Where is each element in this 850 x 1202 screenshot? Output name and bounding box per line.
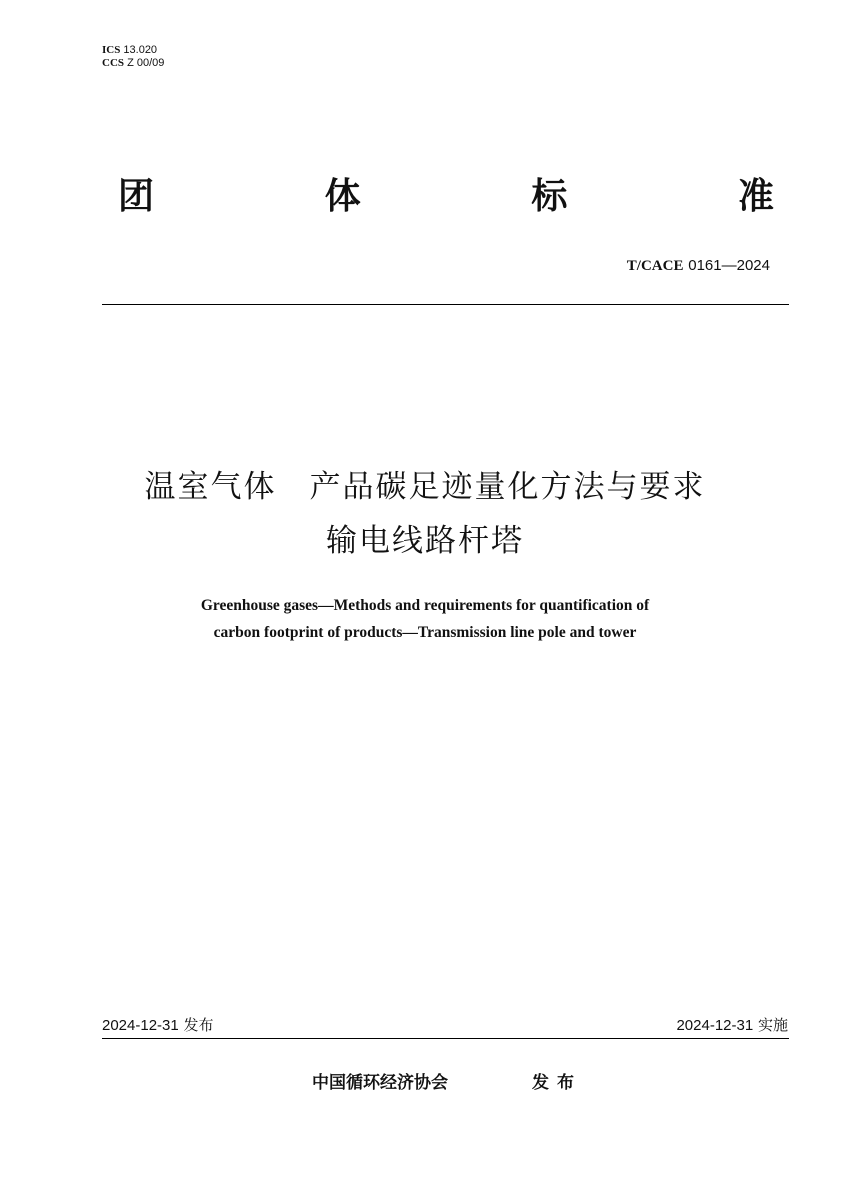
standard-number (627, 256, 770, 275)
title-english-line2: carbon footprint of products—Transmission line pole and tower (213, 624, 637, 641)
standard-number-value: 0161—2024 (688, 257, 770, 274)
classification-codes (102, 44, 164, 70)
standard-type-char: 体 (324, 176, 361, 217)
ccs-line (102, 57, 164, 70)
ccs-label: CCS (102, 57, 125, 69)
implementation-date-label: 实施 (757, 1016, 788, 1034)
ics-line (102, 44, 164, 57)
standard-type-char: 标 (531, 176, 568, 217)
header-divider (102, 304, 789, 305)
release-date-label: 发布 (183, 1016, 214, 1034)
footer-divider (102, 1038, 789, 1039)
implementation-date-value: 2024-12-31 (676, 1017, 754, 1034)
standard-type-heading (118, 172, 774, 222)
standard-type-char: 团 (118, 176, 155, 217)
publisher-name: 中国循环经济协会 (312, 1073, 448, 1093)
implementation-date (676, 1014, 788, 1035)
title-chinese-line2: 输电线路杆塔 (326, 523, 524, 559)
release-date-value: 2024-12-31 (102, 1017, 179, 1034)
title-chinese-line1: 温室气体 产品碳足迹量化方法与要求 (144, 469, 706, 505)
ccs-code: Z 00/09 (127, 57, 165, 69)
release-date (102, 1014, 214, 1035)
standard-number-prefix: T/CACE (626, 258, 684, 274)
title-english-line1: Greenhouse gases—Methods and requirements for quantification of (200, 597, 650, 614)
publisher-verb: 发布 (532, 1073, 582, 1093)
standard-type-char: 准 (737, 176, 774, 217)
ics-label: ICS (102, 44, 121, 56)
ics-code: 13.020 (123, 44, 158, 56)
